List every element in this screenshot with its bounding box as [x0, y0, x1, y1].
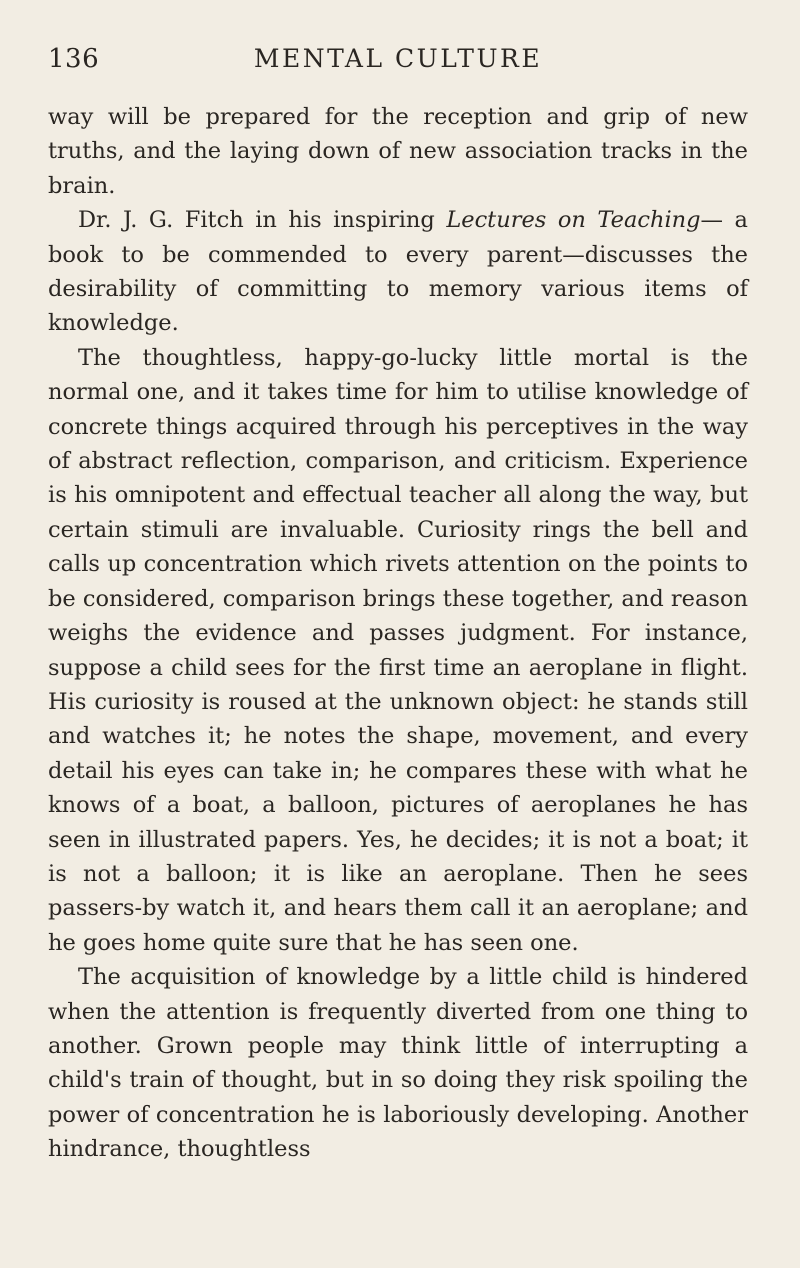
paragraph-curiosity: The thoughtless, happy-go-lucky little mortal is the normal one, and it takes time for him to utilise knowledge of concrete things acquired through his perceptives in the way of abstract reflection, comparison, and criticism. Experience is his omnipotent and effectual teacher all along the way, but certain stimuli are invaluable. Curiosity rings the bell and calls up concentration which rivets attention on the points to be considered, comparison brings these together, and reason weighs the evidence and passes judgment. For instance, suppose a child sees for the first time an aeroplane in flight. His curiosity is roused at the unknown object: he stands still and watches it; he notes the shape, movement, and every detail his eyes can take in; he compares these with what he knows of a boat, a balloon, pictures of aeroplanes he has seen in illustrated papers. Yes, he decides; it is not a boat; it is not a balloon; it is like an aeroplane. Then he sees passers-by watch it, and hears them call it an aeroplane; and he goes home quite sure that he has seen one.	[48, 344, 748, 956]
paragraph-fitch-rest: — a book to be commended to every parent—discusses the desirability of committing to memory various items of knowledge.	[48, 207, 748, 337]
paragraph-fitch-lead: Dr. J. G. Fitch in his inspiring	[78, 207, 447, 234]
running-title: MENTAL CULTURE	[253, 44, 543, 73]
running-head	[48, 44, 748, 94]
paragraph-hindrance: The acquisition of knowledge by a little child is hindered when the attention is frequently diverted from one thing to another. Grown people may think little of interrupting a child's train of thought, but in so doing they risk spoiling the power of concentration he is laboriously developing. Another hindrance, thoughtless	[48, 964, 748, 1163]
body-text	[48, 100, 748, 1167]
paragraph-fitch	[48, 203, 748, 341]
paragraph-continuation: way will be prepared for the reception and grip of new truths, and the laying down of new association tracks in the brain.	[48, 104, 748, 199]
book-title-italic: Lectures on Teaching	[446, 207, 701, 234]
page-number: 136	[48, 44, 100, 74]
